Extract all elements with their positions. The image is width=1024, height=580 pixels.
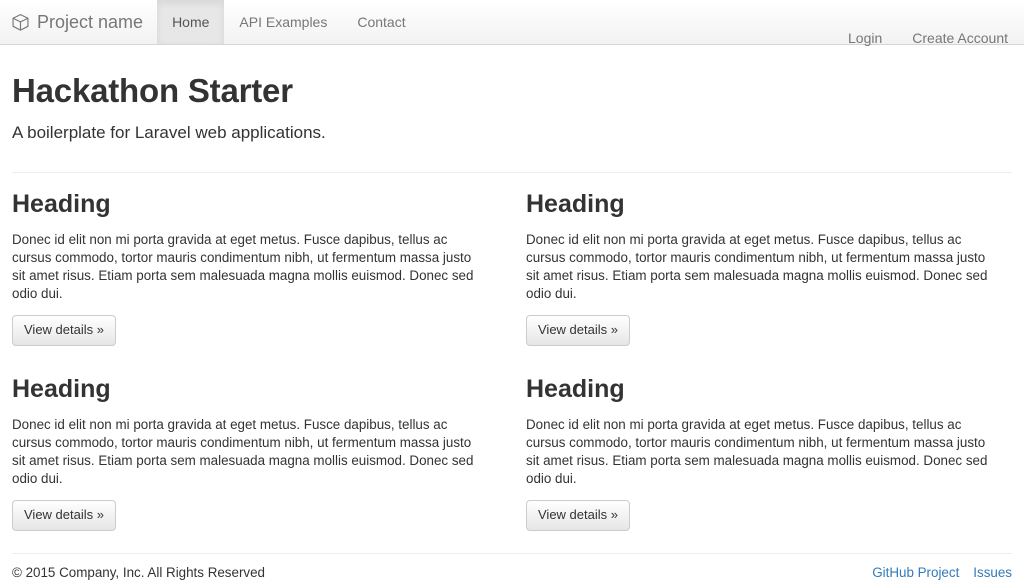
card-2-text: Donec id elit non mi porta gravida at eget metus. Fusce dapibus, tellus ac cursus commodo, tortor mauris condimentum nibh, ut fermentum massa justo sit amet risus. Etiam porta sem malesuada magna mollis euismod. Donec sed odio dui. [526,231,988,301]
card-3-text: Donec id elit non mi porta gravida at eget metus. Fusce dapibus, tellus ac cursus commodo, tortor mauris condimentum nibh, ut fermentum massa justo sit amet risus. Etiam porta sem malesuada magna mollis euismod. Donec sed odio dui. [12,416,474,486]
nav-link-login[interactable]: Login [848,30,883,46]
cube-icon [12,14,29,31]
card-2-heading: Heading [526,190,625,219]
card-3-heading: Heading [12,375,111,404]
footer-link-github-project[interactable]: GitHub Project [872,565,960,580]
card-2-view-details-button[interactable]: View details » [526,315,630,346]
nav-item-login[interactable] [833,16,897,44]
footer-links [872,565,1012,580]
card-4-text: Donec id elit non mi porta gravida at eget metus. Fusce dapibus, tellus ac cursus commodo, tortor mauris condimentum nibh, ut fermentum massa justo sit amet risus. Etiam porta sem malesuada magna mollis euismod. Donec sed odio dui. [526,416,988,486]
footer-copyright: © 2015 Company, Inc. All Rights Reserved [12,565,266,580]
navbar-left-menu [157,0,421,44]
nav-link-api-examples[interactable]: API Examples [239,14,328,30]
card-1-text: Donec id elit non mi porta gravida at eget metus. Fusce dapibus, tellus ac cursus commodo, tortor mauris condimentum nibh, ut fermentum massa justo sit amet risus. Etiam porta sem malesuada magna mollis euismod. Donec sed odio dui. [12,231,474,301]
card-4-heading: Heading [526,375,625,404]
nav-link-home[interactable]: Home [157,0,224,44]
page-footer [12,553,1012,580]
card-4-view-details-button[interactable]: View details » [526,500,630,531]
card-1-view-details-button[interactable]: View details » [12,315,116,346]
nav-item-home[interactable] [157,0,224,44]
card-3-view-details-button[interactable]: View details » [12,500,116,531]
navbar-brand-label: Project name [37,11,144,32]
cards-row-1 [12,191,1012,346]
card-4 [512,376,1012,531]
page-header [12,45,1012,173]
card-1 [12,191,512,346]
nav-item-create-account[interactable] [897,16,1024,44]
top-navbar [0,0,1024,45]
cards-row-2 [12,376,1012,531]
card-2 [512,191,1012,346]
page-title: Hackathon Starter [12,72,293,109]
page-subtitle: A boilerplate for Laravel web applications. [12,123,326,143]
nav-link-create-account[interactable]: Create Account [912,30,1008,46]
navbar-right-menu [833,16,1024,44]
nav-item-api-examples[interactable] [224,0,342,44]
header-divider [12,172,1012,173]
nav-link-contact[interactable]: Contact [357,14,406,30]
navbar-brand[interactable] [0,0,157,44]
page-container [0,45,1024,580]
card-1-heading: Heading [12,190,111,219]
footer-link-issues[interactable]: Issues [973,565,1012,580]
card-3 [12,376,512,531]
nav-item-contact[interactable] [342,0,420,44]
